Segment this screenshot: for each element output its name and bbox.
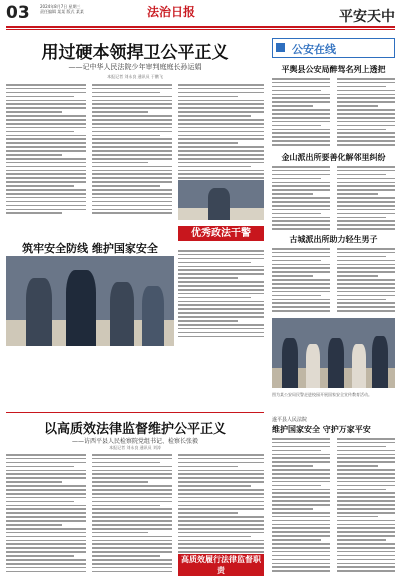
- article3-byline: 本报记者 刘永良 通讯员 刘涛: [109, 445, 161, 450]
- issue-editors: 责任编辑 某某 版式 某某: [40, 9, 84, 14]
- right-photo: [272, 318, 395, 388]
- gongan-label: 公安在线: [292, 43, 336, 56]
- right-headline-1: 平舆县公安局醉驾名列上透把: [281, 64, 386, 74]
- right-headline-2: 金山派出所要善化解邻里纠纷: [281, 152, 386, 162]
- section-divider: [6, 412, 264, 413]
- article3-body-col3: [178, 454, 264, 555]
- article1-byline: 本报记者 刘永良 通讯员 于鹏飞: [107, 74, 163, 79]
- article3-body-col1: [6, 454, 86, 575]
- gongan-banner: [272, 38, 395, 58]
- article4-body-b: [337, 438, 395, 574]
- banner-outstanding-officers: 优秀政法干警: [178, 226, 264, 241]
- banner-supervision-sub: 检察长谈: [208, 577, 233, 584]
- article3-subtitle: ——访西平县人民检察院党组书记、检察长张毅: [71, 438, 198, 445]
- right-body-2b: [337, 166, 395, 232]
- issue-meta: [40, 4, 130, 14]
- article2-body: [178, 250, 264, 339]
- page-header: [0, 0, 401, 32]
- newspaper-logo: 法治日报: [147, 5, 196, 19]
- article1-title: 用过硬本领捍卫公平正义: [41, 43, 229, 63]
- right-body-3a: [272, 248, 330, 314]
- right-photo-caption: 图为某公安局民警走进校园开展国家安全宣传教育活动。: [272, 392, 372, 397]
- right-body-3b: [337, 248, 395, 314]
- right-headline-3: 古城派出所助力轻生男子: [289, 234, 378, 244]
- article4-body-a: [272, 438, 330, 574]
- section-name: 平安天中: [339, 9, 395, 25]
- header-rule-thin: [6, 29, 395, 30]
- right-body-1a: [272, 78, 330, 148]
- banner-supervision-text: 高质效履行法律监督职责: [181, 555, 261, 575]
- page-number: 03: [6, 3, 30, 23]
- article2-title: 筑牢安全防线 维护国家安全: [22, 242, 158, 255]
- article1-body-col2: [92, 84, 172, 216]
- right-body-1b: [337, 78, 395, 148]
- article2-photo: [6, 256, 174, 346]
- article1-photo: [178, 180, 264, 220]
- article1-subtitle: ——记中华人民法院少年审判庭庭长孙运娟: [68, 63, 202, 71]
- article3-body-col2: [92, 454, 172, 575]
- right-body-2a: [272, 166, 330, 232]
- header-rule: [6, 26, 395, 28]
- article1-body-col3: [178, 84, 264, 181]
- gongan-square-icon: [276, 43, 285, 52]
- banner-supervision: [178, 554, 264, 584]
- issue-date: 2024年8月7日 星期三: [40, 4, 81, 9]
- article1-body-col1: [6, 84, 86, 216]
- article3-title: 以高质效法律监督维护公平正义: [43, 422, 226, 437]
- article4-kicker: 遂平县人民法院: [272, 417, 308, 423]
- article4-title: 维护国家安全 守护万家平安: [272, 424, 371, 434]
